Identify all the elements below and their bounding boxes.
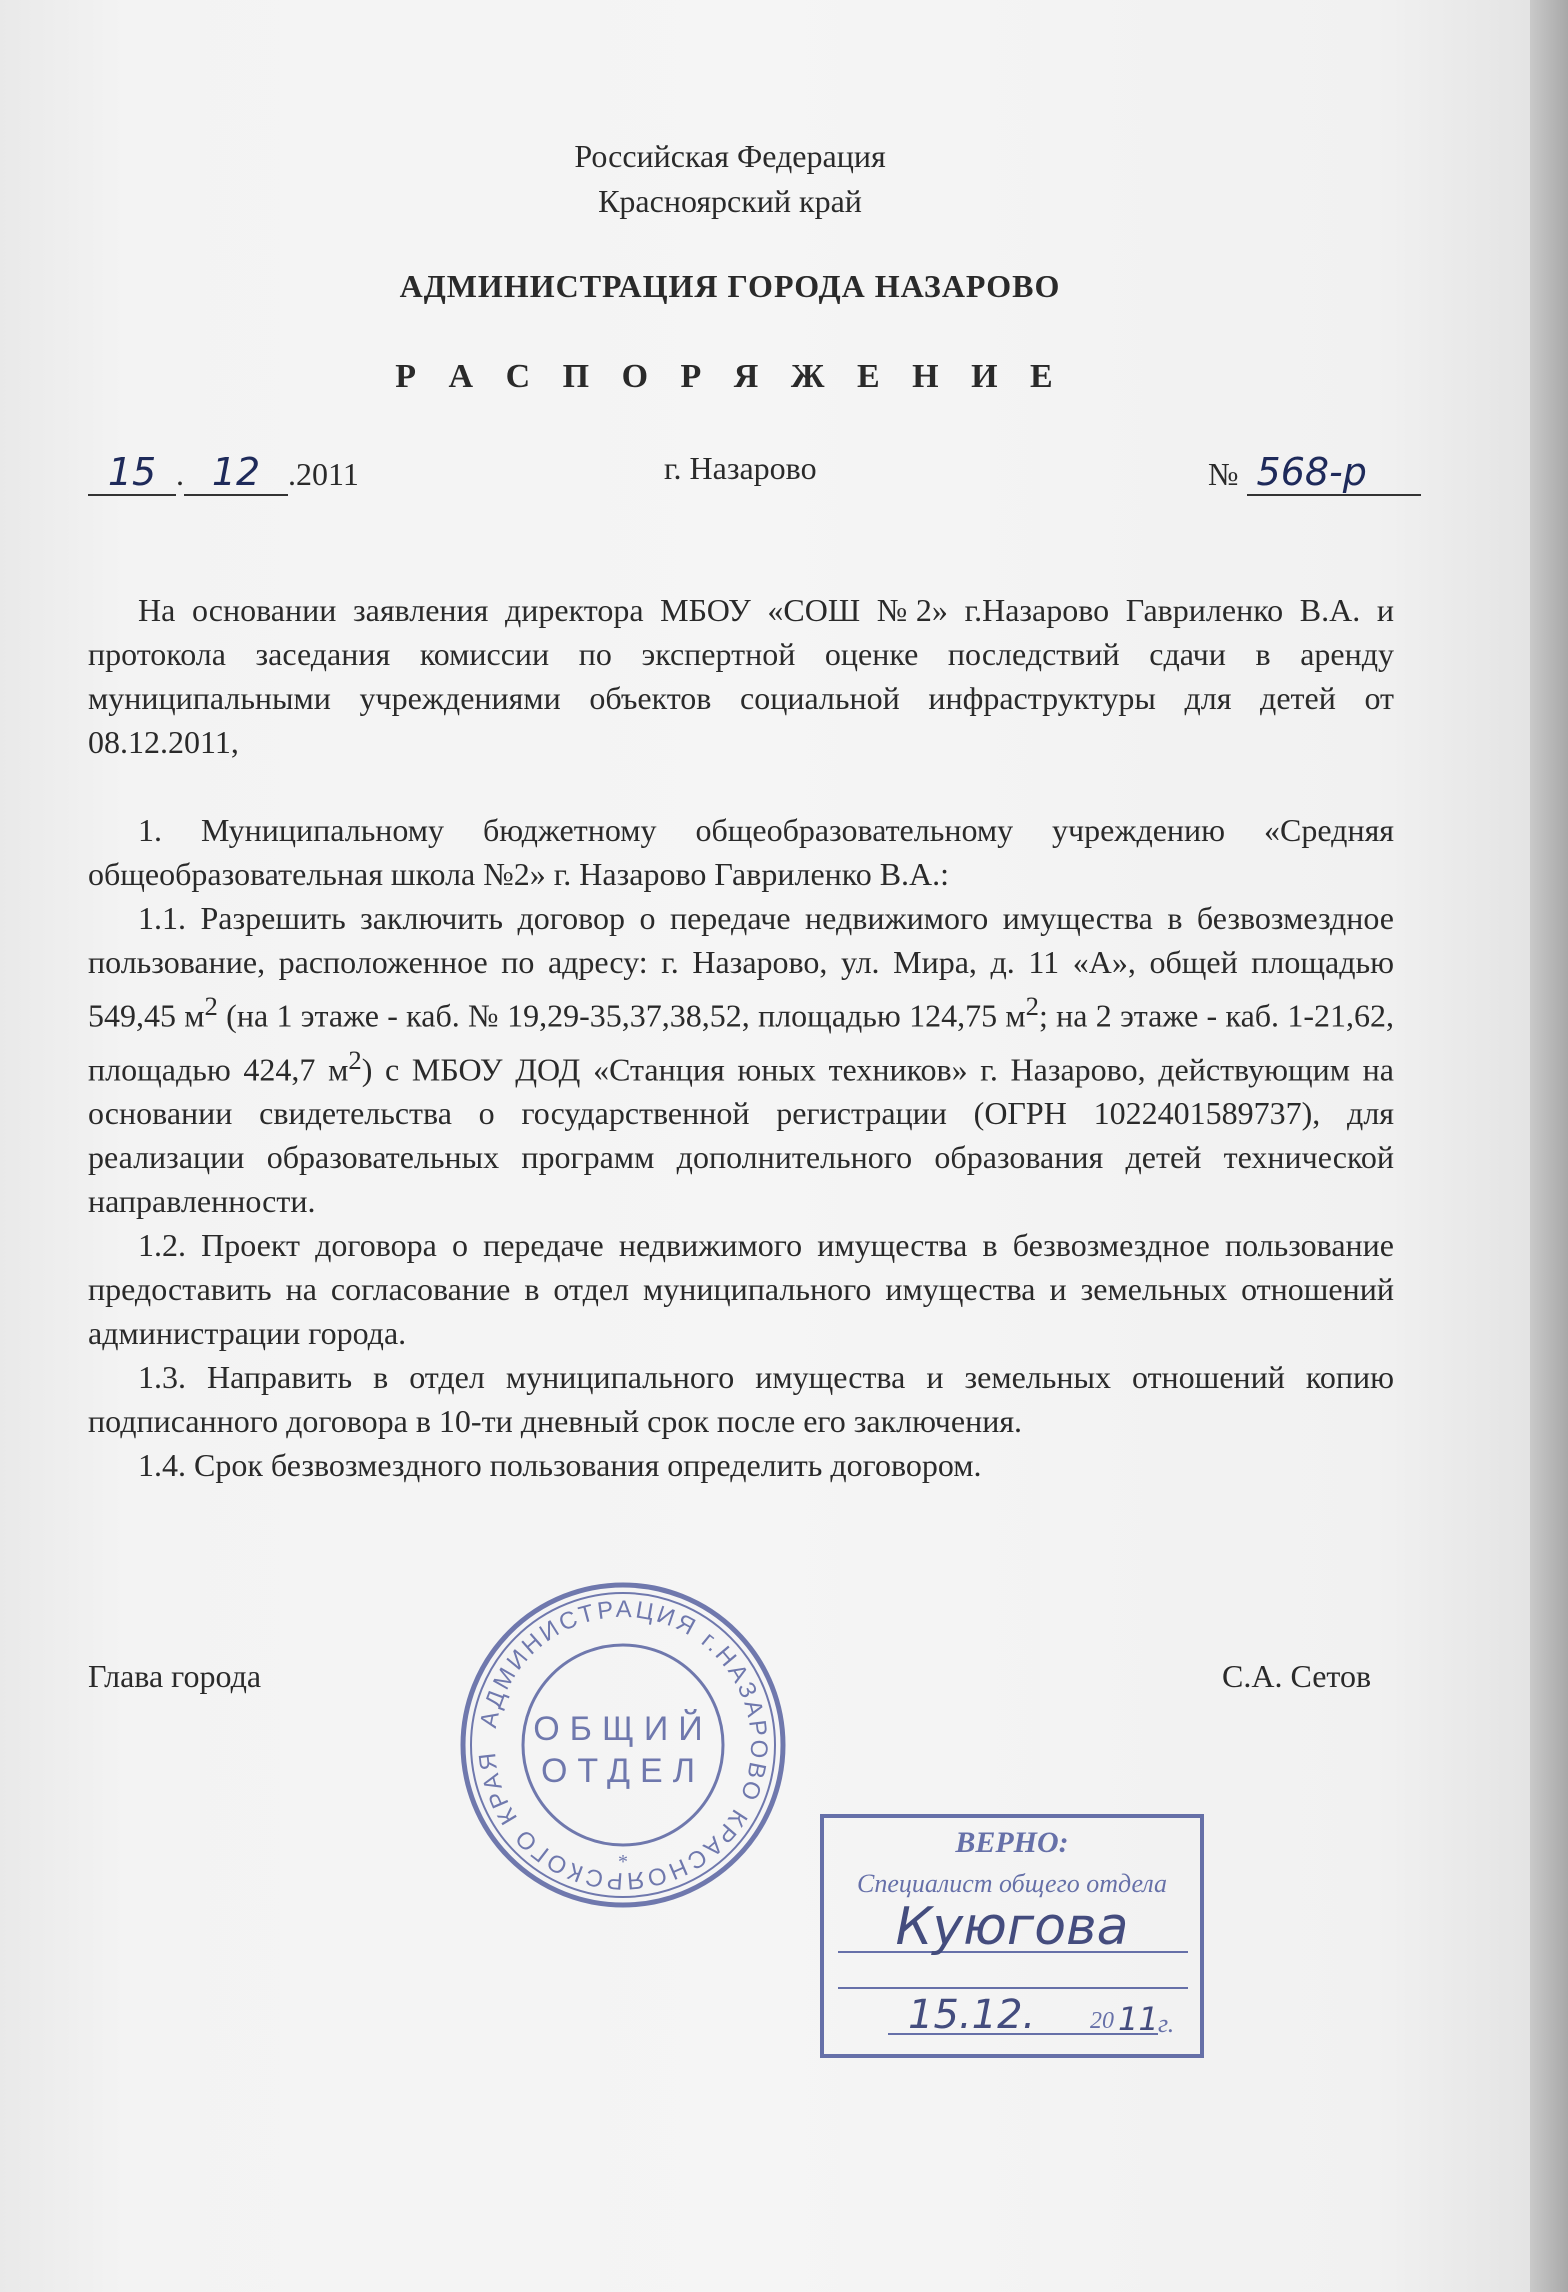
item-1-1: 1.1. Разрешить заключить договор о передаче недвижимого имущества в безвозмездное пользование, расположенное по адресу: г. Назарово, ул. Мира, д. 11 «А», общей площадью 549,45 $м^2$ (на 1 этаже - каб. № 19,29-35,37,38,52, площадью 124,75 $м^2$; на 2 этаже - каб. 1-21,62, площадью 424,7 $м^2$) с МБОУ ДОД «Станция юных техников» г. Назарово, действующим на основании свидетельства о государственной регистрации (ОГРН 1022401589737), для реализации образовательных программ дополнительного образования детей технической направленности. — [88, 900, 1395, 1220]
document-date: 15 . 12 .2011 — [88, 450, 359, 496]
round-seal-stamp — [458, 1580, 788, 1910]
certified-year-unit: г. — [1158, 2009, 1175, 2038]
seal-star-icon: * — [618, 1851, 628, 1873]
document-number — [1208, 450, 1421, 496]
certified-role: Специалист общего отдела — [856, 1869, 1168, 1898]
document-city: г. Назарово — [664, 450, 817, 486]
item-1-3: 1.3. Направить в отдел муниципального имущества и земельных отношений копию подписанного договора в 10-ти дневный срок после его заключения. — [88, 1359, 1394, 1440]
document-body — [88, 588, 1394, 1487]
document-type-title: Р А С П О Р Я Ж Е Н И Е — [395, 358, 1065, 395]
certified-year-prefix: 20 — [1090, 2008, 1114, 2034]
signature-name: С.А. Сетов — [1222, 1658, 1372, 1694]
certified-signature: Куюгова — [895, 1897, 1129, 1957]
certified-year-suffix: 11 — [1118, 2000, 1159, 2038]
header-authority: АДМИНИСТРАЦИЯ ГОРОДА НАЗАРОВО — [399, 268, 1061, 304]
item-1: 1. Муниципальному бюджетному общеобразовательному учреждению «Средняя общеобразовательная школа №2» г. Назарово Гавриленко В.А.: — [88, 812, 1394, 892]
header-region: Красноярский край — [598, 183, 862, 219]
certified-title: ВЕРНО: — [955, 1826, 1069, 1859]
date-year: 2011 — [296, 456, 359, 492]
seal-center-line-2: ОТДЕЛ — [540, 1752, 706, 1790]
date-month: 12 — [184, 450, 288, 496]
seal-center-line-1: ОБЩИЙ — [533, 1710, 713, 1748]
preamble-paragraph: На основании заявления директора МБОУ «СОШ №2» г.Назарово Гавриленко В.А. и протокола заседания комиссии по экспертной оценке последствий сдачи в аренду муниципальными учреждениями объектов социальной инфраструктуры для детей от 08.12.2011, — [88, 592, 1394, 760]
certified-date: 15.12. — [908, 1992, 1036, 2038]
date-day: 15 — [88, 450, 176, 496]
seal-ring-text: АДМИНИСТРАЦИЯ г.НАЗАРОВО КРАСНОЯРСКОГО КРАЯ — [473, 1595, 773, 1895]
header-country: Российская Федерация — [574, 138, 886, 174]
scanner-edge — [1530, 0, 1568, 2292]
number-value: 568-р — [1247, 450, 1421, 496]
number-label: № — [1208, 456, 1239, 492]
item-1-4: 1.4. Срок безвозмездного пользования определить договором. — [138, 1447, 982, 1484]
item-1-2: 1.2. Проект договора о передаче недвижимого имущества в безвозмездное пользование предоставить на согласование в отдел муниципального имущества и земельных отношений администрации города. — [88, 1227, 1394, 1352]
signature-position: Глава города — [88, 1658, 262, 1694]
certified-copy-stamp — [818, 1812, 1206, 2060]
